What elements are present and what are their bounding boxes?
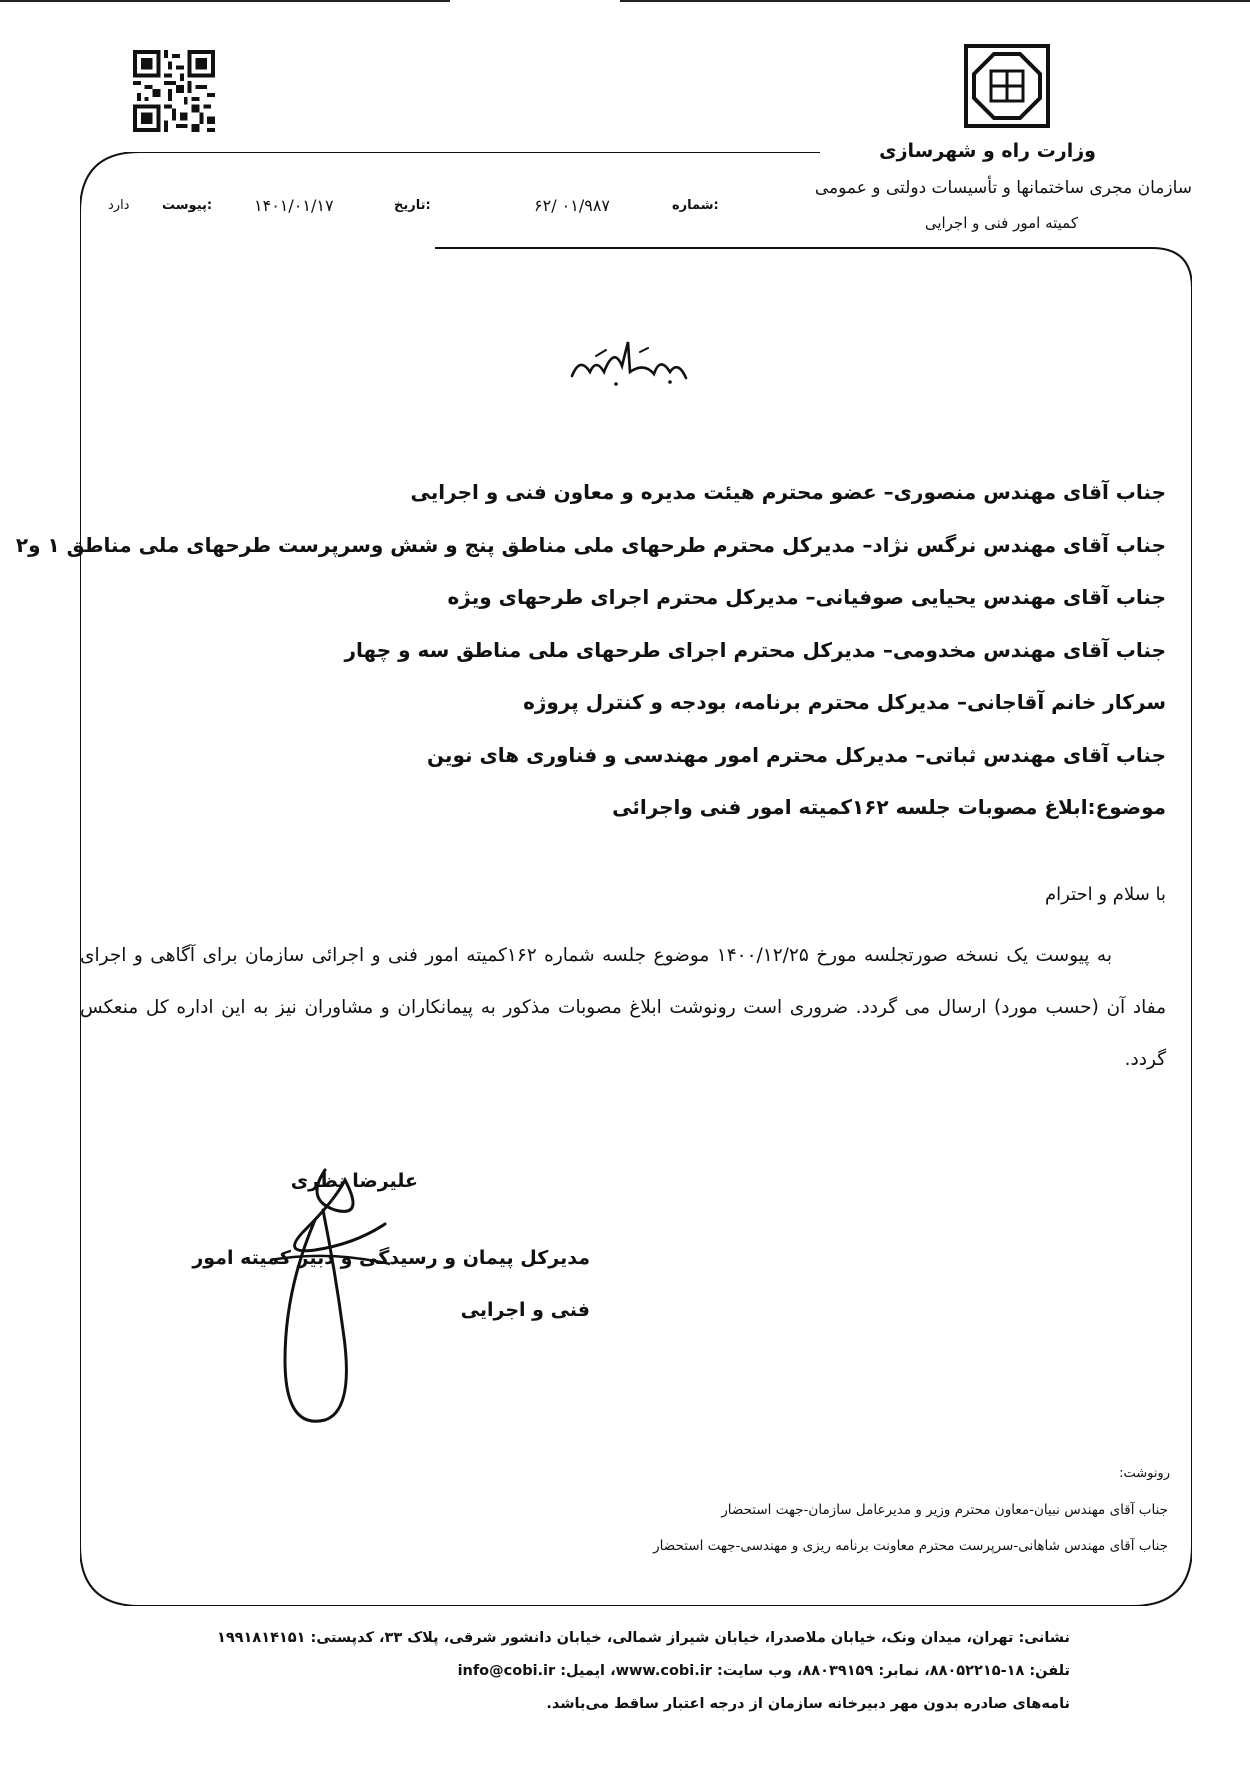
attachment-label: پیوست: — [162, 198, 213, 213]
ministry-name: وزارت راه و شهرسازی — [879, 140, 1096, 162]
bismillah-calligraphy — [560, 338, 700, 388]
greeting: با سلام و احترام — [1045, 884, 1166, 905]
attachment-value: دارد — [108, 198, 130, 213]
recipient-line: جناب آقای مهندس منصوری– عضو محترم هیئت مدیره و معاون فنی و اجرایی — [410, 480, 1166, 504]
cc-label: رونوشت: — [1119, 1466, 1170, 1481]
number-value: ۶۲/ ۰۱/۹۸۷ — [534, 196, 611, 215]
letter-body: به پیوست یک نسخه صورتجلسه مورخ ۱۴۰۰/۱۲/۲۵ موضوع جلسه شماره ۱۶۲کمیته امور فنی و اجرائی سازمان برای آگاهی و اجرای مفاد آن (حسب مورد) ارسال می گردد. ضروری است رونوشت ابلاغ مصوبات مذکور به پیمانکاران و مشاوران نیز به این اداره کل منعکس گردد. — [80, 945, 1166, 1070]
recipient-line: جناب آقای مهندس نرگس نژاد– مدیرکل محترم طرحهای ملی مناطق پنج و شش وسرپرست طرحهای ملی مناطق ۱ و۲ — [15, 532, 1166, 557]
scan-edge-right — [620, 0, 1250, 2]
footer-note: نامه‌های صادره بدون مهر دبیرخانه سازمان از درجه اعتبار ساقط می‌باشد. — [546, 1696, 1070, 1712]
date-value: ۱۴۰۱/۰۱/۱۷ — [254, 196, 334, 215]
number-label: شماره: — [672, 198, 719, 213]
cc-item: جناب آقای مهندس شاهانی-سرپرست محترم معاونت برنامه ریزی و مهندسی-جهت استحضار — [653, 1538, 1168, 1554]
signatory-name: علیرضا نظری — [290, 1170, 418, 1192]
committee-name: کمیته امور فنی و اجرایی — [924, 214, 1078, 232]
subject-line: موضوع:ابلاغ مصوبات جلسه ۱۶۲کمیته امور فنی واجرائی — [612, 795, 1166, 819]
qr-code-icon — [133, 50, 215, 132]
organization-name: سازمان مجری ساختمانها و تأسیسات دولتی و عمومی — [814, 178, 1192, 198]
recipient-line: جناب آقای مهندس ثباتی– مدیرکل محترم امور مهندسی و فناوری های نوین — [426, 742, 1166, 767]
recipients-list — [15, 466, 1166, 834]
recipient-line: جناب آقای مهندس مخدومی– مدیرکل محترم اجرای طرحهای ملی مناطق سه و چهار — [344, 637, 1166, 662]
scan-edge-left — [0, 0, 450, 2]
footer-address: نشانی: تهران، میدان ونک، خیابان ملاصدرا، خیابان شیراز شمالی، خیابان دانشور شرقی، پلاک ۳۳، کدپستی: ۱۹۹۱۸۱۴۱۵۱ — [216, 1630, 1070, 1646]
handwritten-signature-icon — [255, 1160, 405, 1440]
ministry-emblem-icon — [964, 44, 1050, 128]
signatory-title: مدیرکل پیمان و رسیدگی و دبیر کمیته امور فنی و اجرایی — [192, 1247, 590, 1321]
recipient-line: سرکار خانم آقاجانی– مدیرکل محترم برنامه، بودجه و کنترل پروژه — [523, 690, 1166, 714]
footer-contact: تلفن: ۱۸-۸۸۰۵۲۲۱۵، نمابر: ۸۸۰۳۹۱۵۹، وب سایت: www.cobi.ir، ایمیل: info@cobi.ir — [457, 1663, 1070, 1679]
recipient-line: جناب آقای مهندس یحیایی صوفیانی– مدیرکل محترم اجرای طرحهای ویژه — [447, 585, 1166, 609]
cc-item: جناب آقای مهندس نبیان-معاون محترم وزیر و مدیرعامل سازمان-جهت استحضار — [721, 1502, 1168, 1518]
date-label: تاریخ: — [394, 198, 431, 213]
letter-footer — [90, 1622, 1070, 1721]
